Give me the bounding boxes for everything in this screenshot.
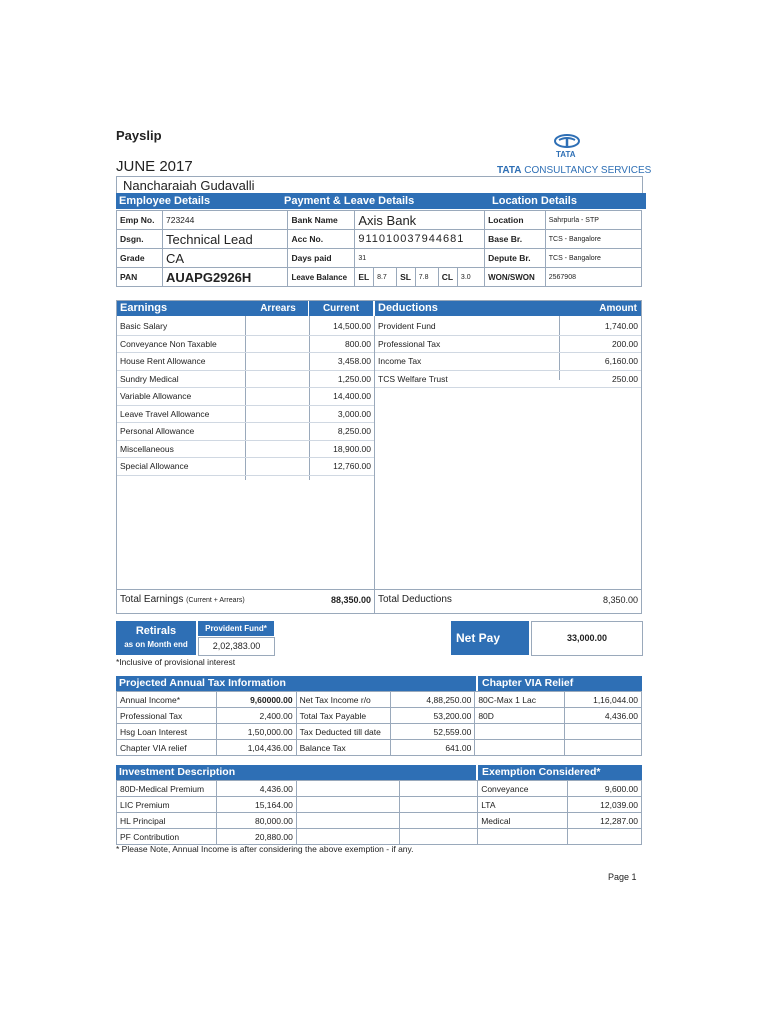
total-earnings-note: (Current + Arrears) (186, 597, 245, 604)
investment-label: LIC Premium (117, 797, 217, 813)
tax-label: Total Tax Payable (296, 708, 390, 724)
exemption-label: Conveyance (478, 781, 568, 797)
emp-no-value: 723244 (163, 211, 288, 230)
el-value: 8.7 (374, 268, 397, 287)
earning-value: 1,250.00 (337, 373, 371, 384)
location-label: Location (485, 211, 546, 230)
tax-label: Chapter VIA relief (117, 740, 217, 756)
retirals-note: *Inclusive of provisional interest (116, 657, 236, 667)
investment-row (117, 781, 642, 797)
earning-row (117, 318, 374, 336)
chapter-via-label (475, 724, 565, 740)
emp-no-label: Emp No. (117, 211, 163, 230)
earning-row (117, 336, 374, 354)
investment-value: 15,164.00 (216, 797, 296, 813)
deduction-label: TCS Welfare Trust (378, 373, 448, 384)
earning-row (117, 423, 374, 441)
total-deductions-value: 8,350.00 (602, 595, 638, 605)
tax-label: Tax Deducted till date (296, 724, 390, 740)
amount-header: Amount (559, 301, 641, 316)
tax-row (117, 692, 642, 708)
chapter-via-value (565, 724, 642, 740)
chapter-via-label: 80C-Max 1 Lac (475, 692, 565, 708)
deduction-row (375, 336, 641, 354)
deductions-header: Deductions (375, 301, 562, 316)
depute-label: Depute Br. (485, 249, 546, 268)
tax-value: 1,50,000.00 (216, 724, 296, 740)
total-earnings-text: Total Earnings (120, 594, 184, 605)
pan-label: PAN (117, 268, 163, 287)
dsgn-value: Technical Lead (163, 230, 288, 249)
total-deductions-label: Total Deductions (378, 594, 452, 605)
employee-name-row (116, 176, 643, 194)
footnote: * Please Note, Annual Income is after considering the above exemption - if any. (116, 844, 414, 854)
pf-header: Provident Fund* (198, 621, 274, 636)
earning-row (117, 353, 374, 371)
exemption-value: 9,600.00 (568, 781, 642, 797)
tax-value: 641.00 (390, 740, 475, 756)
earning-row (117, 458, 374, 476)
deduction-value: 200.00 (612, 338, 638, 349)
cl-value: 3.0 (457, 268, 484, 287)
earning-value: 3,458.00 (337, 356, 371, 366)
investment-header: Investment Description (116, 765, 476, 780)
earning-label: Leave Travel Allowance (120, 408, 210, 419)
dsgn-label: Dsgn. (117, 230, 163, 249)
el-label: EL (355, 268, 374, 287)
won-label: WON/SWON (485, 268, 546, 287)
logo-word: TATA (556, 150, 576, 159)
deduction-value: 1,740.00 (604, 321, 638, 331)
employee-name: Nancharaiah Gudavalli (123, 178, 255, 193)
investment-value: 20,880.00 (216, 829, 296, 845)
earning-value: 8,250.00 (337, 426, 371, 436)
sl-label: SL (397, 268, 416, 287)
deduction-row (375, 353, 641, 371)
page-number: Page 1 (608, 872, 637, 882)
tata-logo-icon (553, 134, 581, 150)
employee-details-header: Employee Details (116, 193, 281, 209)
earning-label: Basic Salary (120, 321, 168, 331)
bank-value: Axis Bank (355, 211, 485, 230)
payment-details-header: Payment & Leave Details (281, 193, 484, 209)
current-header: Current (309, 301, 373, 316)
earning-row (117, 406, 374, 424)
deduction-row (375, 318, 641, 336)
exemption-value: 12,039.00 (568, 797, 642, 813)
retirals-block (116, 621, 196, 655)
earnings-header: Earnings (117, 301, 248, 316)
chapter-via-value: 4,436.00 (565, 708, 642, 724)
acc-value: 911010037944681 (355, 230, 485, 249)
deduction-label: Provident Fund (378, 321, 436, 331)
tax-label: Net Tax Income r/o (296, 692, 390, 708)
bank-label: Bank Name (288, 211, 355, 230)
deduction-label: Income Tax (378, 356, 422, 366)
earning-value: 14,500.00 (333, 321, 371, 331)
investment-row (117, 797, 642, 813)
deductions-list (375, 318, 641, 388)
earning-label: Variable Allowance (120, 391, 192, 401)
tax-header: Projected Annual Tax Information (116, 676, 476, 691)
earnings-deductions-box (116, 300, 642, 614)
payslip-title: Payslip (116, 128, 162, 143)
tax-row (117, 724, 642, 740)
earning-value: 14,400.00 (333, 391, 371, 401)
deduction-label: Professional Tax (378, 338, 441, 349)
tax-label: Professional Tax (117, 708, 217, 724)
base-label: Base Br. (485, 230, 546, 249)
investment-label: HL Principal (117, 813, 217, 829)
investment-table (116, 780, 642, 845)
tax-value: 2,400.00 (216, 708, 296, 724)
tax-value: 1,04,436.00 (216, 740, 296, 756)
net-pay-label: Net Pay (451, 621, 529, 655)
location-details-header: Location Details (484, 193, 646, 209)
exemption-value (568, 829, 642, 845)
chapter-via-header: Chapter VIA Relief (478, 676, 642, 691)
deduction-value: 6,160.00 (604, 356, 638, 366)
total-earnings-value: 88,350.00 (330, 595, 371, 605)
deduction-row (375, 371, 641, 389)
depute-value: TCS - Bangalore (545, 249, 641, 268)
location-value: Sahrpurla - STP (545, 211, 641, 230)
deduction-value: 250.00 (612, 373, 638, 384)
exemption-value: 12,287.00 (568, 813, 642, 829)
leave-label: Leave Balance (288, 268, 355, 287)
tax-value: 52,559.00 (390, 724, 475, 740)
earning-label: House Rent Allowance (120, 356, 206, 366)
tax-table (116, 691, 642, 756)
earning-value: 18,900.00 (333, 443, 371, 454)
earning-label: Miscellaneous (120, 443, 174, 454)
tax-row (117, 740, 642, 756)
total-earnings-label (120, 594, 245, 605)
retirals-sub: as on Month end (124, 640, 188, 649)
tax-value: 9,60000.00 (216, 692, 296, 708)
exemption-label: LTA (478, 797, 568, 813)
company-name-rest: CONSULTANCY SERVICES (524, 165, 652, 176)
grade-label: Grade (117, 249, 163, 268)
chapter-via-label: 80D (475, 708, 565, 724)
sl-value: 7.8 (415, 268, 438, 287)
investment-row (117, 813, 642, 829)
company-name (497, 165, 651, 176)
won-value: 2567908 (545, 268, 641, 287)
earning-label: Conveyance Non Taxable (120, 338, 217, 349)
earning-label: Special Allowance (120, 461, 189, 471)
base-value: TCS - Bangalore (545, 230, 641, 249)
investment-label: 80D-Medical Premium (117, 781, 217, 797)
earning-label: Personal Allowance (120, 426, 195, 436)
earning-row (117, 441, 374, 459)
payslip-month: JUNE 2017 (116, 158, 193, 175)
earnings-list (117, 318, 374, 476)
cl-label: CL (438, 268, 457, 287)
earning-value: 12,760.00 (333, 461, 371, 471)
tax-label: Balance Tax (296, 740, 390, 756)
earning-value: 3,000.00 (337, 408, 371, 419)
acc-label: Acc No. (288, 230, 355, 249)
investment-value: 4,436.00 (216, 781, 296, 797)
exemption-header: Exemption Considered* (478, 765, 642, 780)
investment-label: PF Contribution (117, 829, 217, 845)
net-pay-value: 33,000.00 (531, 621, 643, 656)
tax-value: 53,200.00 (390, 708, 475, 724)
retirals-label: Retirals (135, 625, 177, 637)
chapter-via-label (475, 740, 565, 756)
grade-value: CA (163, 249, 288, 268)
exemption-label: Medical (478, 813, 568, 829)
earning-label: Sundry Medical (120, 373, 179, 384)
earning-row (117, 371, 374, 389)
company-name-bold: TATA (497, 165, 522, 176)
pan-value: AUAPG2926H (163, 268, 288, 287)
tax-label: Hsg Loan Interest (117, 724, 217, 740)
arrears-header: Arrears (248, 301, 308, 316)
tax-label: Annual Income* (117, 692, 217, 708)
chapter-via-value: 1,16,044.00 (565, 692, 642, 708)
chapter-via-value (565, 740, 642, 756)
exemption-label (478, 829, 568, 845)
investment-row (117, 829, 642, 845)
details-table (116, 210, 642, 287)
tax-row (117, 708, 642, 724)
tax-value: 4,88,250.00 (390, 692, 475, 708)
days-value: 31 (355, 249, 485, 268)
investment-value: 80,000.00 (216, 813, 296, 829)
pf-value: 2,02,383.00 (198, 637, 275, 656)
earning-value: 800.00 (345, 338, 371, 349)
days-label: Days paid (288, 249, 355, 268)
earning-row (117, 388, 374, 406)
